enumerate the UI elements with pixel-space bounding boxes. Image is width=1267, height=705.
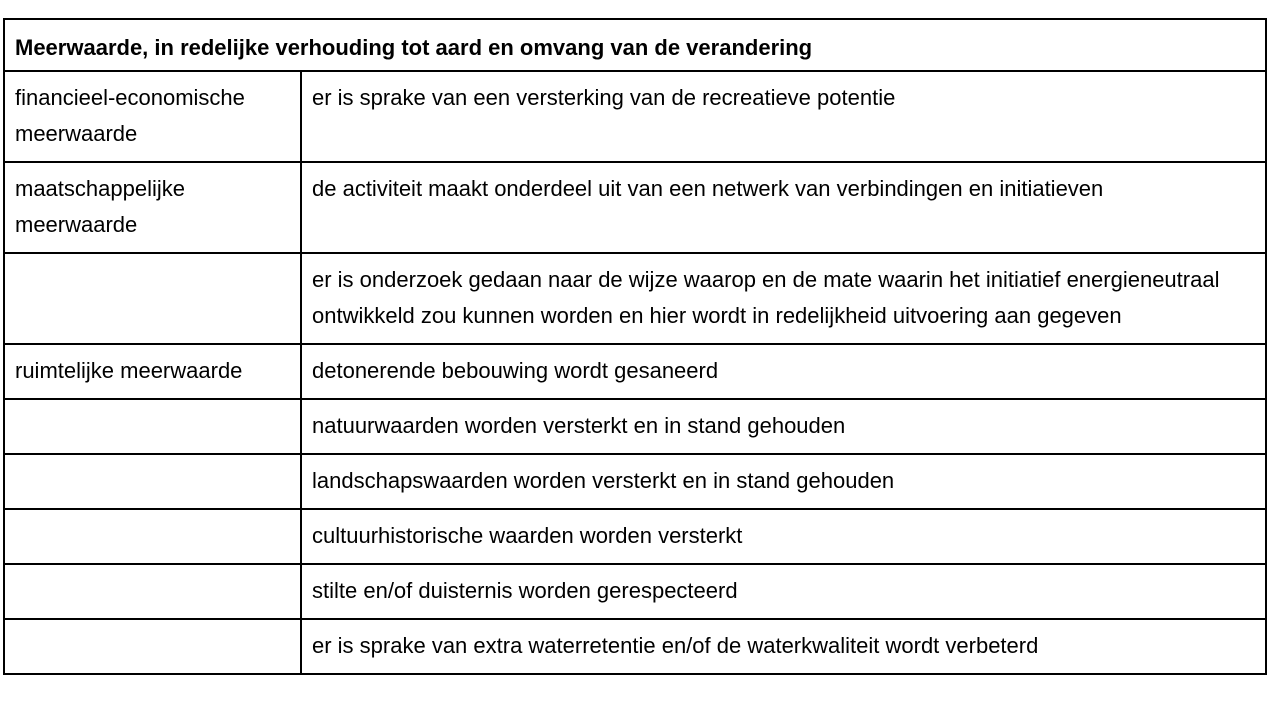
- criterion-cell: natuurwaarden worden versterkt en in stand gehouden: [301, 399, 1266, 454]
- table-row: [4, 162, 1266, 253]
- table-header-cell: Meerwaarde, in redelijke verhouding tot aard en omvang van de verandering: [4, 19, 1266, 71]
- category-cell: [4, 564, 301, 619]
- table-row: [4, 619, 1266, 674]
- category-cell: [4, 509, 301, 564]
- category-cell: financieel-economische meerwaarde: [4, 71, 301, 162]
- criterion-cell: er is sprake van extra waterretentie en/of de waterkwaliteit wordt verbeterd: [301, 619, 1266, 674]
- table-row: [4, 564, 1266, 619]
- criterion-cell: er is sprake van een versterking van de recreatieve potentie: [301, 71, 1266, 162]
- category-cell: [4, 619, 301, 674]
- category-cell: [4, 253, 301, 344]
- category-cell: maatschappelijke meerwaarde: [4, 162, 301, 253]
- category-cell: [4, 454, 301, 509]
- criterion-cell: er is onderzoek gedaan naar de wijze waarop en de mate waarin het initiatief energieneutraal ontwikkeld zou kunnen worden en hier wordt in redelijkheid uitvoering aan gegeven: [301, 253, 1266, 344]
- table-row: [4, 454, 1266, 509]
- criterion-cell: detonerende bebouwing wordt gesaneerd: [301, 344, 1266, 399]
- criterion-cell: landschapswaarden worden versterkt en in stand gehouden: [301, 454, 1266, 509]
- table-row: [4, 253, 1266, 344]
- category-cell: [4, 399, 301, 454]
- criterion-cell: stilte en/of duisternis worden gerespecteerd: [301, 564, 1266, 619]
- meerwaarde-table: [3, 18, 1267, 675]
- category-cell: ruimtelijke meerwaarde: [4, 344, 301, 399]
- table-row: [4, 344, 1266, 399]
- criterion-cell: cultuurhistorische waarden worden versterkt: [301, 509, 1266, 564]
- table-header-row: [4, 19, 1266, 71]
- criterion-cell: de activiteit maakt onderdeel uit van een netwerk van verbindingen en initiatieven: [301, 162, 1266, 253]
- table-row: [4, 509, 1266, 564]
- table-row: [4, 399, 1266, 454]
- table-row: [4, 71, 1266, 162]
